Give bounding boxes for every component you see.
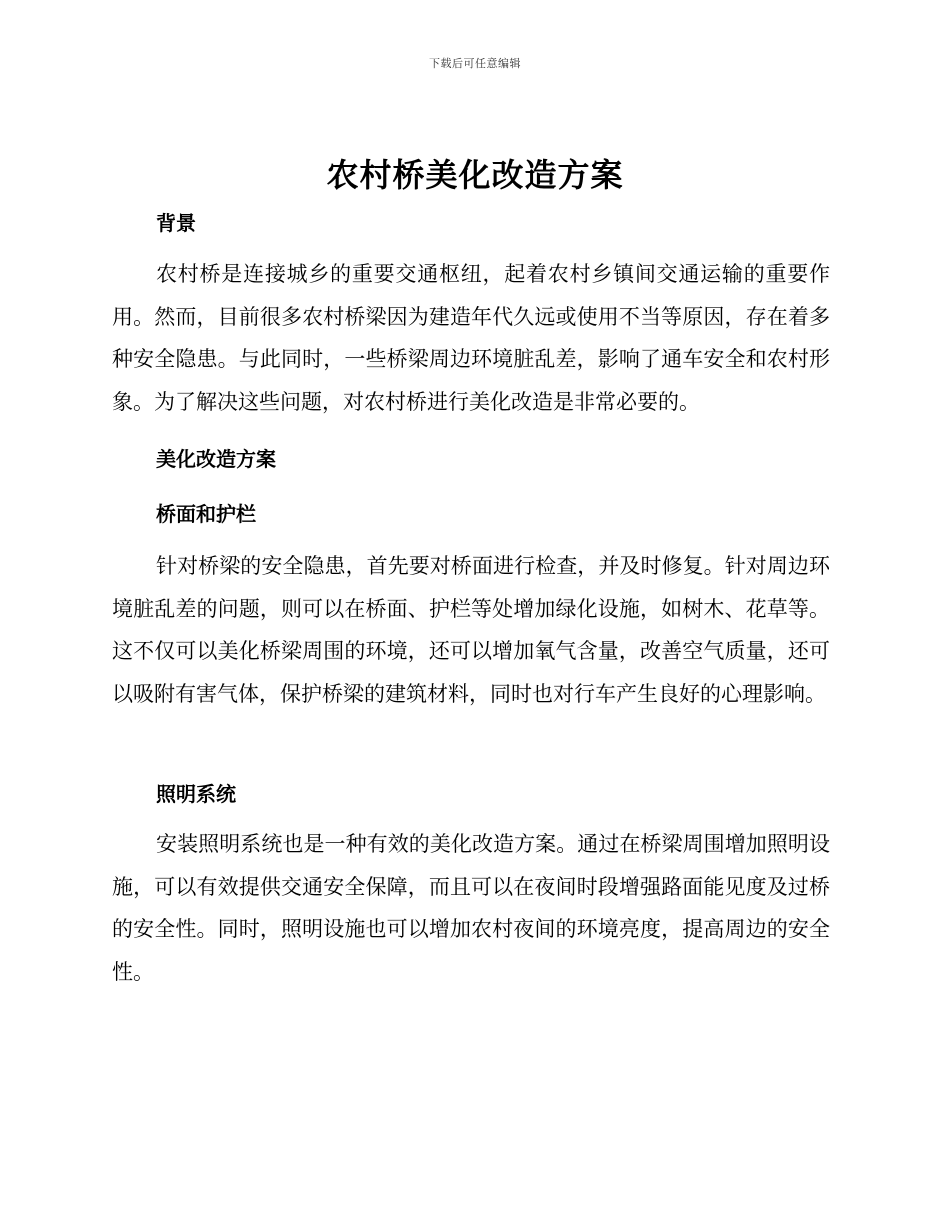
section-heading-plan: 美化改造方案 (156, 447, 276, 471)
subsection-heading-deck: 桥面和护栏 (156, 502, 256, 526)
paragraph-lighting: 安装照明系统也是一种有效的美化改造方案。通过在桥梁周围增加照明设施，可以有效提供交通安全保障，而且可以在夜间时段增强路面能见度及过桥的安全性。同时，照明设施也可以增加农村夜间的环境亮度，提高周边的安全性。 (112, 832, 830, 984)
subsection-heading-lighting: 照明系统 (156, 782, 236, 806)
paragraph-deck: 针对桥梁的安全隐患，首先要对桥面进行检查，并及时修复。针对周边环境脏乱差的问题，则可以在桥面、护栏等处增加绿化设施，如树木、花草等。这不仅可以美化桥梁周围的环境，还可以增加氧气含量，改善空气质量，还可以吸附有害气体，保护桥梁的建筑材料，同时也对行车产生良好的心理影响。 (112, 554, 830, 706)
header-note: 下载后可任意编辑 (429, 57, 521, 70)
document-title: 农村桥美化改造方案 (326, 156, 624, 194)
section-heading-background: 背景 (156, 211, 196, 235)
paragraph-background: 农村桥是连接城乡的重要交通枢纽，起着农村乡镇间交通运输的重要作用。然而，目前很多农村桥梁因为建造年代久远或使用不当等原因，存在着多种安全隐患。与此同时，一些桥梁周边环境脏乱差，影响了通车安全和农村形象。为了解决这些问题，对农村桥进行美化改造是非常必要的。 (112, 262, 830, 414)
